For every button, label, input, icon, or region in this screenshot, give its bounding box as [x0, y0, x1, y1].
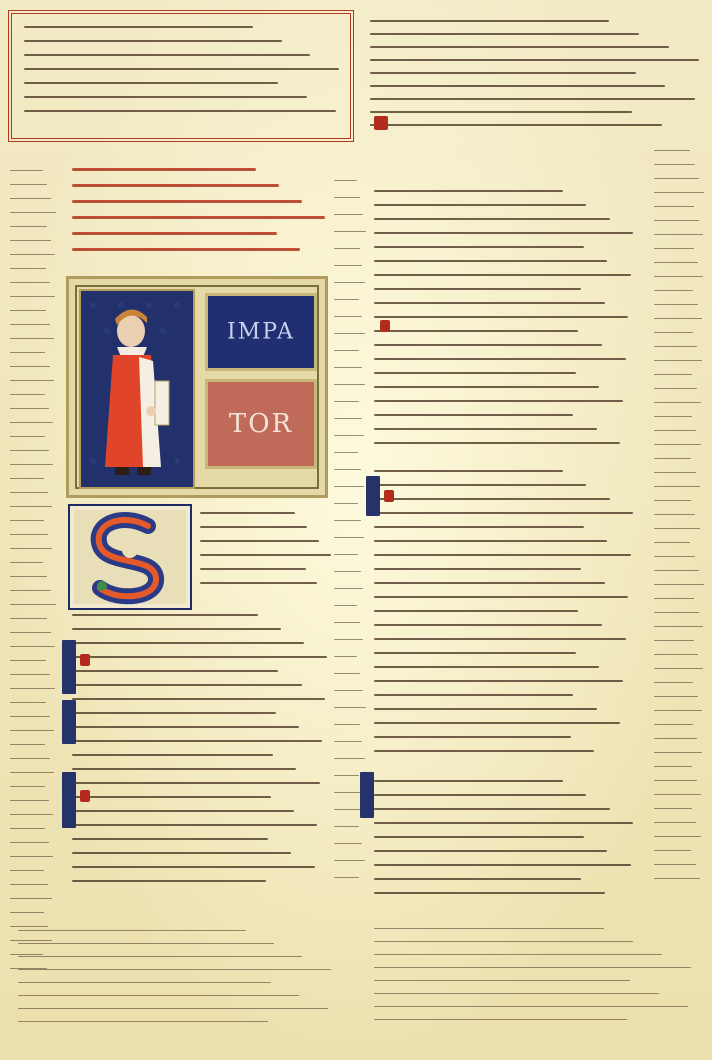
script-line — [334, 299, 359, 300]
script-line — [374, 666, 599, 668]
script-line — [72, 670, 278, 672]
script-line — [374, 967, 691, 968]
rubric-heading — [72, 168, 328, 260]
script-line — [654, 808, 692, 809]
script-line — [72, 824, 317, 826]
script-line — [334, 282, 365, 283]
script-line — [72, 200, 302, 203]
script-line — [10, 478, 44, 479]
script-line — [654, 654, 698, 655]
script-line — [72, 726, 299, 728]
script-line — [18, 982, 271, 983]
script-line — [334, 843, 362, 844]
script-line — [24, 26, 253, 28]
script-line — [10, 282, 50, 283]
script-line — [334, 537, 364, 538]
script-line — [10, 394, 45, 395]
script-line — [334, 673, 360, 674]
script-line — [334, 520, 361, 521]
script-line — [334, 231, 366, 232]
lower-panel-lettering: TOR — [228, 409, 294, 439]
script-line — [72, 184, 279, 187]
script-line — [654, 668, 703, 669]
script-line — [72, 642, 304, 644]
script-line — [10, 464, 53, 465]
script-line — [334, 690, 363, 691]
boxed-gloss — [8, 10, 354, 142]
script-line — [10, 800, 49, 801]
script-line — [374, 470, 563, 472]
decorated-initial — [68, 504, 192, 610]
script-line — [10, 170, 43, 171]
script-line — [72, 168, 256, 171]
script-line — [10, 912, 44, 913]
script-line — [334, 401, 359, 402]
script-line — [334, 792, 362, 793]
script-line — [18, 1008, 328, 1009]
script-line — [334, 571, 361, 572]
script-line — [10, 744, 45, 745]
red-initial — [374, 116, 388, 130]
script-line — [18, 969, 331, 970]
script-line — [10, 646, 55, 647]
script-line — [374, 316, 628, 318]
script-line — [10, 240, 51, 241]
script-line — [374, 808, 610, 810]
script-line — [374, 1006, 688, 1007]
script-line — [10, 492, 48, 493]
script-line — [374, 512, 633, 514]
script-line — [200, 568, 306, 570]
main-text-left-initial — [200, 512, 332, 598]
script-line — [374, 836, 584, 838]
script-line — [72, 880, 266, 882]
script-line — [72, 768, 296, 770]
script-line — [374, 260, 607, 262]
script-line — [654, 220, 699, 221]
script-line — [18, 995, 299, 996]
script-line — [654, 346, 697, 347]
script-line — [10, 296, 55, 297]
script-line — [10, 884, 48, 885]
script-line — [72, 782, 320, 784]
script-line — [72, 628, 281, 630]
script-line — [10, 702, 46, 703]
script-line — [374, 638, 626, 640]
script-line — [654, 794, 701, 795]
script-line — [72, 866, 315, 868]
lower-right-gloss — [374, 928, 694, 1050]
right-margin-gloss — [654, 150, 704, 950]
script-line — [654, 304, 698, 305]
script-line — [654, 612, 699, 613]
script-line — [374, 400, 623, 402]
red-initial — [380, 320, 390, 332]
script-line — [334, 775, 359, 776]
script-line — [654, 626, 703, 627]
script-line — [200, 526, 307, 528]
script-line — [334, 554, 358, 555]
script-line — [654, 528, 700, 529]
script-line — [374, 864, 631, 866]
script-line — [654, 360, 702, 361]
script-line — [374, 941, 633, 942]
script-line — [370, 20, 609, 22]
script-line — [374, 288, 581, 290]
script-line — [334, 265, 362, 266]
script-line — [24, 96, 307, 98]
script-line — [654, 640, 694, 641]
script-line — [10, 870, 44, 871]
script-line — [334, 180, 357, 181]
script-line — [370, 124, 662, 126]
script-line — [654, 388, 697, 389]
script-line — [374, 344, 602, 346]
script-line — [374, 414, 573, 416]
script-line — [334, 486, 364, 487]
right-column-upper-text — [370, 20, 702, 140]
script-line — [334, 724, 360, 725]
script-line — [334, 333, 365, 334]
script-line — [374, 1019, 627, 1020]
script-line — [374, 540, 607, 542]
script-line — [334, 656, 357, 657]
script-line — [374, 822, 633, 824]
script-line — [374, 680, 623, 682]
script-line — [654, 416, 692, 417]
script-line — [334, 707, 366, 708]
script-line — [374, 442, 620, 444]
script-line — [24, 110, 336, 112]
script-line — [334, 418, 362, 419]
script-line — [10, 590, 51, 591]
left-margin-gloss — [10, 170, 56, 1050]
script-line — [10, 632, 51, 633]
script-line — [334, 197, 360, 198]
script-line — [18, 956, 302, 957]
script-line — [200, 582, 317, 584]
script-line — [654, 514, 695, 515]
script-line — [24, 40, 282, 42]
script-line — [334, 214, 363, 215]
script-line — [334, 384, 365, 385]
script-line — [374, 610, 578, 612]
script-line — [654, 318, 702, 319]
script-line — [374, 794, 586, 796]
script-line — [72, 698, 325, 700]
script-line — [374, 330, 578, 332]
script-line — [654, 206, 694, 207]
script-line — [200, 554, 331, 556]
script-line — [72, 712, 276, 714]
script-line — [200, 540, 319, 542]
blue-initial — [62, 700, 76, 744]
script-line — [370, 72, 636, 74]
script-line — [10, 506, 52, 507]
script-line — [24, 54, 310, 56]
script-line — [10, 352, 45, 353]
script-line — [374, 993, 659, 994]
red-initial — [80, 790, 90, 802]
script-line — [374, 568, 581, 570]
script-line — [374, 780, 563, 782]
script-line — [654, 682, 693, 683]
script-line — [654, 766, 692, 767]
script-line — [18, 943, 274, 944]
gloss-text-lines — [24, 26, 342, 136]
script-line — [374, 274, 631, 276]
script-line — [10, 366, 50, 367]
script-line — [654, 472, 696, 473]
script-line — [10, 674, 50, 675]
script-line — [18, 1021, 268, 1022]
script-line — [654, 570, 699, 571]
script-line — [374, 372, 576, 374]
script-line — [24, 68, 339, 70]
script-line — [10, 576, 47, 577]
script-line — [654, 822, 696, 823]
script-line — [374, 954, 662, 955]
script-line — [654, 836, 701, 837]
standing-figure-panel — [79, 289, 195, 489]
script-line — [654, 724, 693, 725]
script-line — [334, 741, 362, 742]
script-line — [10, 380, 54, 381]
script-line — [374, 850, 607, 852]
script-line — [654, 850, 691, 851]
script-line — [10, 716, 50, 717]
script-line — [654, 402, 701, 403]
script-line — [374, 358, 626, 360]
script-line — [374, 204, 586, 206]
script-line — [654, 542, 690, 543]
script-line — [374, 484, 586, 486]
script-line — [374, 652, 576, 654]
main-text-left-lower — [72, 614, 330, 904]
script-line — [374, 980, 630, 981]
script-line — [10, 254, 55, 255]
script-line — [654, 752, 702, 753]
script-line — [374, 582, 605, 584]
script-line — [374, 190, 563, 192]
script-line — [10, 660, 46, 661]
script-line — [374, 428, 597, 430]
script-line — [370, 111, 632, 113]
script-line — [370, 59, 699, 61]
script-line — [10, 212, 56, 213]
script-line — [334, 316, 362, 317]
script-line — [72, 684, 302, 686]
script-line — [374, 218, 610, 220]
script-line — [10, 856, 53, 857]
script-line — [654, 192, 704, 193]
script-line — [654, 458, 691, 459]
blue-initial — [62, 772, 76, 828]
script-line — [654, 738, 697, 739]
script-line — [374, 624, 602, 626]
script-line — [370, 98, 695, 100]
script-line — [374, 722, 620, 724]
script-line — [374, 878, 581, 880]
script-line — [10, 618, 47, 619]
script-line — [10, 828, 45, 829]
script-line — [10, 338, 54, 339]
script-line — [334, 622, 360, 623]
blue-initial — [366, 476, 380, 516]
script-line — [370, 33, 639, 35]
script-line — [334, 860, 365, 861]
script-line — [654, 878, 700, 879]
script-line — [72, 656, 327, 658]
main-text-right-middle — [374, 470, 636, 770]
script-line — [72, 248, 300, 251]
blue-initial — [62, 640, 76, 694]
script-line — [334, 452, 358, 453]
script-line — [10, 926, 48, 927]
script-line — [654, 710, 702, 711]
script-line — [24, 82, 278, 84]
script-line — [72, 216, 325, 219]
miniature-illustration — [66, 276, 328, 498]
script-line — [374, 302, 605, 304]
script-line — [334, 367, 362, 368]
script-line — [72, 614, 258, 616]
script-line — [374, 246, 584, 248]
script-line — [10, 422, 53, 423]
script-line — [374, 232, 633, 234]
script-line — [654, 332, 693, 333]
script-line — [10, 268, 46, 269]
script-line — [374, 750, 594, 752]
script-line — [334, 503, 358, 504]
script-line — [200, 512, 295, 514]
script-line — [10, 688, 55, 689]
script-line — [654, 164, 695, 165]
script-line — [10, 772, 54, 773]
script-line — [654, 178, 699, 179]
red-initial — [384, 490, 394, 502]
script-line — [654, 262, 698, 263]
script-line — [374, 928, 604, 929]
interlinear-gloss — [334, 180, 366, 940]
script-line — [374, 498, 610, 500]
script-line — [654, 780, 697, 781]
script-line — [334, 605, 357, 606]
script-line — [10, 562, 43, 563]
script-line — [10, 548, 52, 549]
script-line — [334, 469, 361, 470]
script-line — [10, 786, 45, 787]
script-line — [72, 740, 322, 742]
script-line — [10, 324, 50, 325]
script-line — [374, 736, 571, 738]
main-text-right-upper — [374, 190, 636, 460]
script-line — [10, 730, 54, 731]
script-line — [654, 584, 704, 585]
script-line — [654, 486, 700, 487]
script-line — [334, 826, 359, 827]
script-line — [334, 248, 360, 249]
script-line — [654, 430, 696, 431]
script-line — [374, 892, 605, 894]
script-line — [72, 852, 291, 854]
main-text-right-lower — [374, 780, 636, 910]
script-line — [10, 310, 46, 311]
blue-initial — [360, 772, 374, 818]
script-line — [654, 864, 696, 865]
script-line — [10, 898, 52, 899]
script-line — [654, 598, 694, 599]
script-line — [374, 596, 628, 598]
upper-lettered-panel — [205, 293, 317, 371]
script-line — [334, 639, 363, 640]
lower-lettered-panel — [205, 379, 317, 469]
script-line — [374, 554, 631, 556]
script-line — [654, 234, 703, 235]
script-line — [10, 226, 47, 227]
script-line — [654, 444, 701, 445]
script-line — [10, 758, 50, 759]
script-line — [18, 930, 246, 931]
script-line — [370, 46, 669, 48]
script-line — [72, 838, 268, 840]
script-line — [654, 500, 691, 501]
script-line — [334, 435, 364, 436]
script-line — [72, 232, 277, 235]
script-line — [654, 150, 690, 151]
script-line — [10, 814, 53, 815]
script-line — [10, 436, 45, 437]
script-line — [654, 696, 698, 697]
script-line — [374, 708, 597, 710]
script-line — [10, 520, 44, 521]
script-line — [374, 526, 584, 528]
script-line — [334, 758, 365, 759]
script-line — [10, 450, 49, 451]
script-line — [10, 604, 56, 605]
red-initial — [80, 654, 90, 666]
script-line — [654, 374, 692, 375]
script-line — [370, 85, 665, 87]
script-line — [374, 694, 573, 696]
script-line — [654, 276, 703, 277]
script-line — [72, 796, 271, 798]
script-line — [10, 534, 48, 535]
script-line — [334, 877, 359, 878]
upper-panel-lettering: IMPA — [227, 319, 295, 345]
script-line — [72, 754, 273, 756]
script-line — [334, 588, 363, 589]
script-line — [654, 556, 695, 557]
script-line — [72, 810, 294, 812]
script-line — [10, 184, 47, 185]
script-line — [10, 408, 49, 409]
script-line — [334, 350, 359, 351]
script-line — [654, 290, 693, 291]
lower-left-gloss — [18, 930, 334, 1050]
script-line — [10, 198, 51, 199]
script-line — [374, 386, 599, 388]
script-line — [654, 248, 694, 249]
script-line — [10, 842, 49, 843]
